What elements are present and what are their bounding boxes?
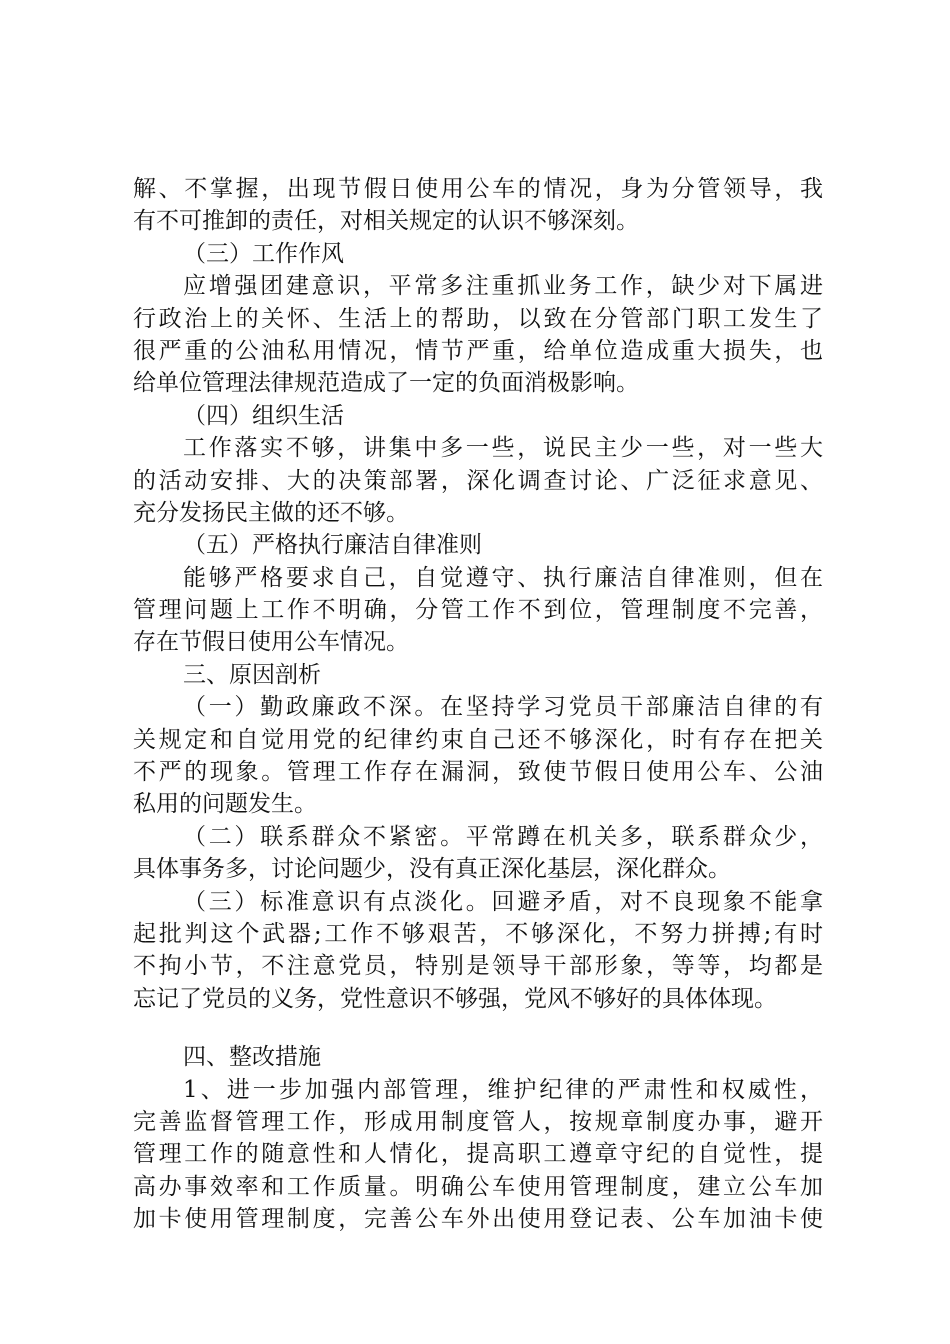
- text-line: 不拘小节，不注意党员，特别是领导干部形象，等等，均都是: [133, 953, 823, 980]
- text-line: 加卡使用管理制度，完善公车外出使用登记表、公车加油卡使: [133, 1206, 823, 1233]
- document-body: [133, 173, 823, 1236]
- text-line: （一）勤政廉政不深。在坚持学习党员干部廉洁自律的有: [183, 694, 823, 721]
- text-line: 管理问题上工作不明确，分管工作不到位，管理制度不完善，: [133, 597, 823, 624]
- text-line: （三）标准意识有点淡化。回避矛盾，对不良现象不能拿: [183, 888, 823, 915]
- text-line: 能够严格要求自己，自觉遵守、执行廉洁自律准则，但在: [183, 564, 823, 591]
- text-line: 1、进一步加强内部管理，维护纪律的严肃性和权威性，: [183, 1076, 823, 1103]
- text-line: 管理工作的随意性和人情化，提高职工遵章守纪的自觉性，提: [133, 1141, 823, 1168]
- text-line: 具体事务多，讨论问题少，没有真正深化基层，深化群众。: [133, 856, 731, 883]
- text-line: 工作落实不够，讲集中多一些，说民主少一些，对一些大: [183, 435, 823, 462]
- text-line: 高办事效率和工作质量。明确公车使用管理制度，建立公车加: [133, 1173, 823, 1200]
- section-heading: （三）工作作风: [183, 240, 344, 267]
- text-line: 给单位管理法律规范造成了一定的负面消极影响。: [133, 370, 639, 397]
- text-line: 私用的问题发生。: [133, 791, 317, 818]
- section-heading: （四）组织生活: [183, 402, 344, 429]
- text-line: 的活动安排、大的决策部署，深化调查讨论、广泛征求意见、: [133, 467, 823, 494]
- section-heading: 三、原因剖析: [183, 661, 321, 688]
- text-line: 行政治上的关怀、生活上的帮助，以致在分管部门职工发生了: [133, 305, 823, 332]
- section-heading: 四、整改措施: [183, 1044, 321, 1071]
- text-line: （二）联系群众不紧密。平常蹲在机关多，联系群众少，: [183, 823, 823, 850]
- text-line: 充分发扬民主做的还不够。: [133, 499, 409, 526]
- text-line: 应增强团建意识，平常多注重抓业务工作，缺少对下属进: [183, 273, 823, 300]
- text-line: 不严的现象。管理工作存在漏洞，致使节假日使用公车、公油: [133, 759, 823, 786]
- text-line: 完善监督管理工作，形成用制度管人，按规章制度办事，避开: [133, 1108, 823, 1135]
- text-line: 有不可推卸的责任，对相关规定的认识不够深刻。: [133, 208, 639, 235]
- text-line: 起批判这个武器;工作不够艰苦，不够深化，不努力拼搏;有时: [133, 920, 823, 947]
- text-line: 存在节假日使用公车情况。: [133, 629, 409, 656]
- paragraph-gap: [133, 1015, 823, 1041]
- text-line: 解、不掌握，出现节假日使用公车的情况，身为分管领导，我: [133, 176, 823, 202]
- text-line: 关规定和自觉用党的纪律约束自己还不够深化，时有存在把关: [133, 726, 823, 753]
- text-line: 很严重的公油私用情况，情节严重，给单位造成重大损失，也: [133, 337, 823, 364]
- section-heading: （五）严格执行廉洁自律准则: [183, 532, 482, 559]
- text-line: 忘记了党员的义务，党性意识不够强，党风不够好的具体体现。: [133, 985, 777, 1012]
